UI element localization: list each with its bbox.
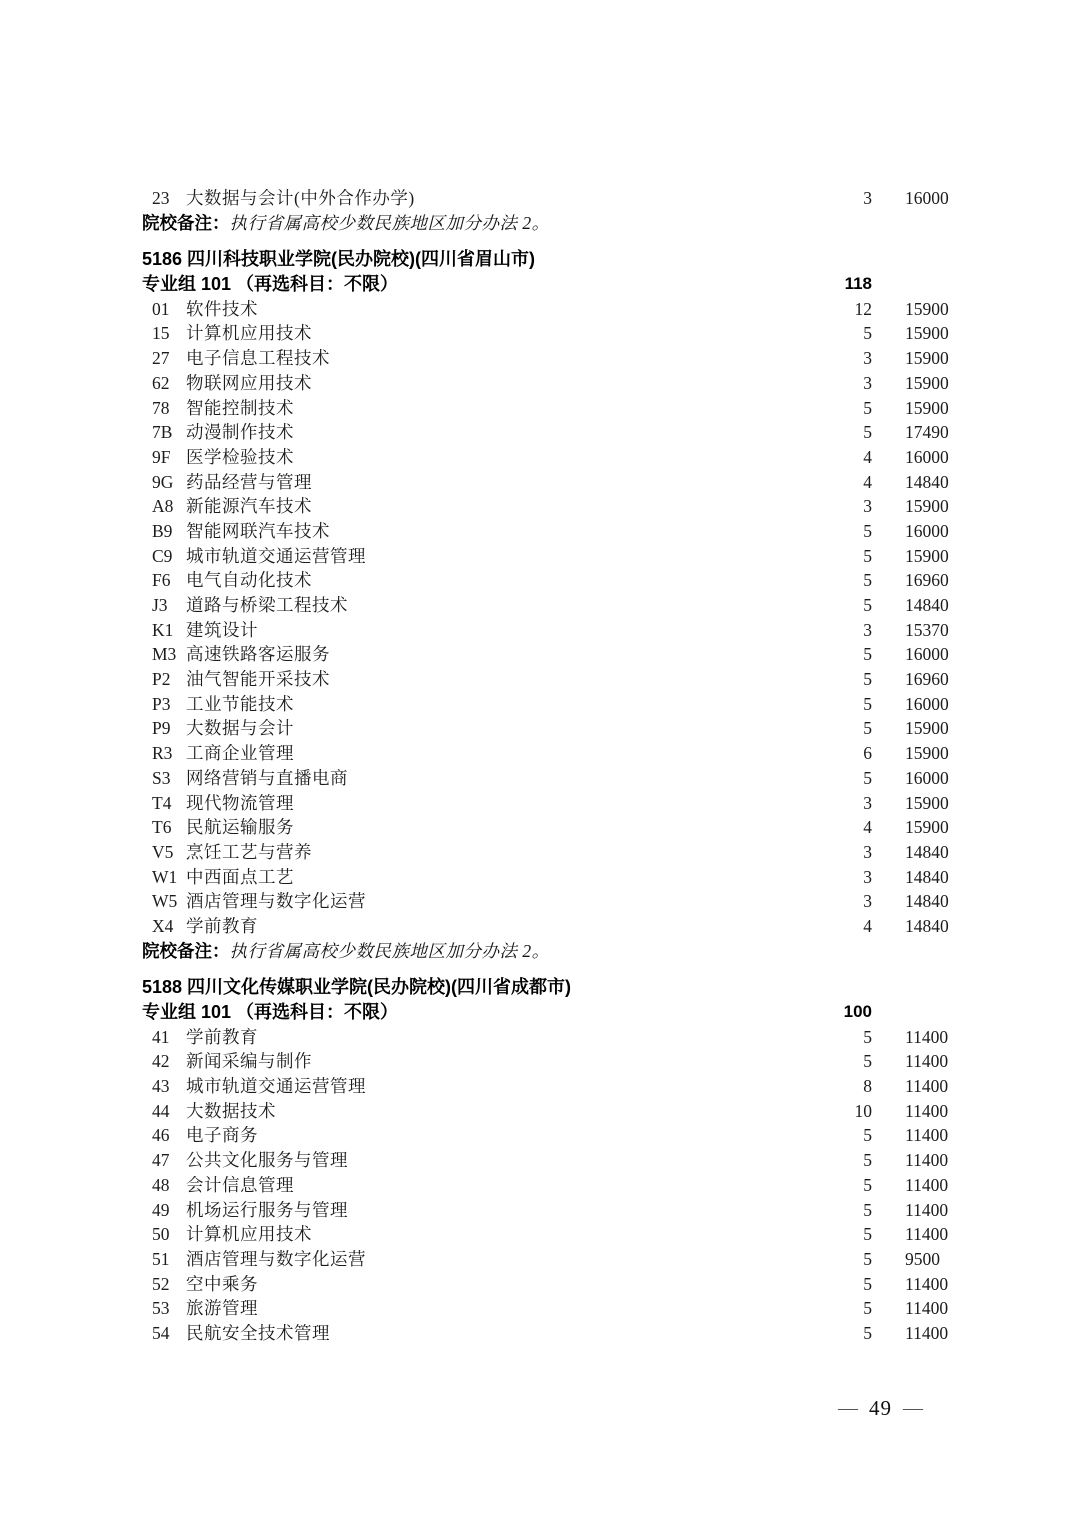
program-tuition-fee: 11400 (905, 1026, 949, 1047)
program-plan-count: 5 (863, 1125, 872, 1146)
program-name: 工业节能技术 (186, 693, 294, 714)
program-name: 计算机应用技术 (186, 1224, 312, 1245)
program-code: 44 (152, 1100, 170, 1121)
program-tuition-fee: 14840 (905, 841, 949, 862)
subject-group-label: 专业组 101 （再选科目：不限） (142, 274, 399, 295)
program-tuition-fee: 14840 (905, 891, 949, 912)
subject-group-line (0, 1000, 1080, 1025)
program-code: 15 (152, 323, 170, 344)
program-plan-count: 6 (863, 743, 872, 764)
program-name: 烹饪工艺与营养 (186, 841, 312, 862)
program-plan-count: 5 (863, 718, 872, 739)
program-plan-count: 3 (863, 348, 872, 369)
school-note (0, 939, 1080, 964)
program-plan-count: 5 (863, 693, 872, 714)
program-plan-count: 5 (863, 1026, 872, 1047)
subject-group-label: 专业组 101 （再选科目：不限） (142, 1002, 399, 1022)
school-block-5188 (0, 975, 1080, 1345)
note-label: 院校备注： (142, 940, 230, 961)
program-tuition-fee: 16000 (905, 767, 949, 788)
program-name: 新闻采编与制作 (186, 1051, 312, 1072)
program-plan-count: 3 (863, 188, 872, 208)
program-code: 23 (152, 188, 170, 208)
program-tuition-fee: 15900 (905, 496, 949, 517)
program-code: C9 (152, 545, 173, 566)
program-row (0, 1247, 1080, 1272)
program-plan-count: 4 (863, 915, 872, 936)
program-row (0, 914, 1080, 939)
program-row (0, 321, 1080, 346)
program-rows (0, 186, 1080, 211)
program-code: 50 (152, 1224, 170, 1245)
program-code: 01 (152, 298, 170, 319)
program-row (0, 519, 1080, 544)
note-text: 执行省属高校少数民族地区加分办法 2。 (229, 212, 550, 233)
program-name: 旅游管理 (186, 1298, 258, 1319)
program-code: 48 (152, 1174, 170, 1195)
program-row (0, 1123, 1080, 1148)
program-tuition-fee: 15900 (905, 718, 949, 739)
program-tuition-fee: 11400 (905, 1174, 949, 1195)
program-plan-count: 5 (863, 323, 872, 344)
program-plan-count: 5 (863, 520, 872, 541)
program-code: V5 (152, 841, 174, 862)
program-row (0, 568, 1080, 593)
program-code: 9F (152, 446, 171, 467)
program-row (0, 791, 1080, 816)
program-name: 中西面点工艺 (186, 866, 294, 887)
program-tuition-fee: 11400 (905, 1322, 949, 1343)
program-name: 电子商务 (186, 1125, 258, 1146)
program-tuition-fee: 15900 (905, 348, 949, 369)
program-name: 建筑设计 (186, 619, 258, 640)
program-name: 高速铁路客运服务 (186, 644, 330, 665)
program-tuition-fee: 11400 (905, 1100, 949, 1121)
program-code: 51 (152, 1248, 170, 1269)
program-code: W1 (152, 866, 178, 887)
program-code: J3 (152, 595, 168, 615)
program-code: 54 (152, 1322, 170, 1343)
program-tuition-fee: 15900 (905, 372, 949, 393)
program-code: W5 (152, 891, 178, 912)
program-plan-count: 3 (863, 496, 872, 517)
school-header: 5188 四川文化传媒职业学院(民办院校)(四川省成都市) (142, 977, 572, 998)
program-code: M3 (152, 644, 177, 665)
program-code: R3 (152, 743, 173, 764)
program-plan-count: 5 (863, 422, 872, 443)
program-plan-count: 5 (863, 545, 872, 566)
program-plan-count: 12 (854, 298, 872, 319)
program-tuition-fee: 15900 (905, 298, 949, 319)
program-plan-count: 3 (863, 866, 872, 887)
program-row (0, 889, 1080, 914)
program-row (0, 741, 1080, 766)
program-plan-count: 10 (854, 1100, 872, 1121)
program-plan-count: 5 (863, 767, 872, 788)
program-name: 医学检验技术 (186, 446, 294, 467)
program-name: 大数据与会计 (186, 718, 294, 739)
program-tuition-fee: 14840 (905, 915, 949, 936)
program-name: 现代物流管理 (186, 792, 294, 813)
program-name: 计算机应用技术 (186, 323, 312, 344)
page-number: 49 (869, 1396, 892, 1420)
footer-dash-left: — (838, 1397, 858, 1419)
program-row (0, 297, 1080, 322)
program-tuition-fee: 16000 (905, 520, 949, 541)
program-code: X4 (152, 915, 174, 936)
program-tuition-fee: 15900 (905, 545, 949, 566)
program-tuition-fee: 11400 (905, 1273, 949, 1294)
program-tuition-fee: 9500 (905, 1248, 940, 1269)
program-plan-count: 4 (863, 817, 872, 838)
program-name: 网络营销与直播电商 (186, 767, 348, 788)
program-tuition-fee: 11400 (905, 1125, 949, 1146)
program-name: 智能网联汽车技术 (186, 520, 330, 541)
program-code: 53 (152, 1298, 170, 1319)
program-row (0, 1321, 1080, 1346)
program-rows (0, 297, 1080, 939)
program-row (0, 840, 1080, 865)
program-tuition-fee: 11400 (905, 1076, 949, 1097)
program-plan-count: 5 (863, 1224, 872, 1245)
program-code: P2 (152, 669, 171, 690)
program-tuition-fee: 16000 (905, 693, 949, 714)
program-tuition-fee: 15900 (905, 743, 949, 764)
program-row (0, 371, 1080, 396)
program-tuition-fee: 15900 (905, 817, 949, 838)
program-plan-count: 4 (863, 446, 872, 467)
subject-group-line (0, 272, 1080, 297)
note-label: 院校备注： (142, 212, 230, 233)
program-tuition-fee: 16000 (905, 644, 949, 665)
program-row (0, 1222, 1080, 1247)
program-tuition-fee: 16000 (905, 188, 949, 208)
program-row (0, 815, 1080, 840)
program-code: P3 (152, 693, 171, 714)
program-plan-count: 3 (863, 891, 872, 912)
program-name: 城市轨道交通运营管理 (186, 545, 366, 566)
program-code: F6 (152, 570, 171, 591)
footer-dash-right: — (903, 1397, 923, 1419)
program-plan-count: 5 (863, 1199, 872, 1220)
program-row (0, 1025, 1080, 1050)
program-row (0, 1049, 1080, 1074)
program-code: S3 (152, 767, 171, 788)
program-row (0, 1148, 1080, 1173)
program-name: 酒店管理与数字化运营 (186, 1248, 366, 1269)
program-plan-count: 5 (863, 1322, 872, 1343)
program-row (0, 1198, 1080, 1223)
program-plan-count: 3 (863, 372, 872, 393)
program-plan-count: 5 (863, 1150, 872, 1171)
program-row (0, 396, 1080, 421)
program-plan-count: 5 (863, 1174, 872, 1195)
school-header: 5186 四川科技职业学院(民办院校)(四川省眉山市) (142, 249, 536, 270)
program-row (0, 494, 1080, 519)
program-name: 大数据技术 (186, 1100, 276, 1121)
school-note (0, 211, 1080, 236)
program-plan-count: 3 (863, 841, 872, 862)
program-plan-count: 5 (863, 595, 872, 615)
program-name: 城市轨道交通运营管理 (186, 1076, 366, 1097)
program-code: A8 (152, 496, 174, 517)
program-row (0, 1272, 1080, 1297)
program-name: 新能源汽车技术 (186, 496, 312, 517)
program-tuition-fee: 11400 (905, 1150, 949, 1171)
program-code: 43 (152, 1076, 170, 1097)
program-tuition-fee: 17490 (905, 422, 949, 443)
program-code: K1 (152, 619, 174, 640)
program-row (0, 865, 1080, 890)
program-plan-count: 3 (863, 792, 872, 813)
program-name: 物联网应用技术 (186, 372, 312, 393)
program-tuition-fee: 16960 (905, 669, 949, 690)
program-name: 公共文化服务与管理 (186, 1150, 348, 1171)
program-name: 药品经营与管理 (186, 471, 312, 492)
program-name: 民航运输服务 (186, 817, 294, 838)
program-code: 9G (152, 471, 174, 492)
program-row (0, 420, 1080, 445)
program-plan-count: 5 (863, 644, 872, 665)
program-code: 42 (152, 1051, 170, 1072)
program-name: 机场运行服务与管理 (186, 1199, 348, 1220)
program-row (0, 186, 1080, 211)
program-row (0, 1074, 1080, 1099)
program-plan-count: 5 (863, 397, 872, 418)
program-tuition-fee: 11400 (905, 1199, 949, 1220)
program-name: 动漫制作技术 (186, 422, 294, 443)
program-row (0, 618, 1080, 643)
program-tuition-fee: 11400 (905, 1051, 949, 1072)
program-code: 78 (152, 397, 170, 418)
program-code: B9 (152, 520, 173, 541)
program-tuition-fee: 16000 (905, 446, 949, 467)
program-plan-count: 3 (863, 619, 872, 640)
program-name: 油气智能开采技术 (186, 669, 330, 690)
program-plan-count: 5 (863, 570, 872, 591)
note-text: 执行省属高校少数民族地区加分办法 2。 (229, 940, 550, 961)
program-row (0, 1173, 1080, 1198)
program-code: 47 (152, 1150, 170, 1171)
program-name: 电气自动化技术 (186, 570, 312, 591)
program-name: 软件技术 (186, 298, 258, 319)
program-name: 学前教育 (186, 1026, 258, 1047)
program-code: 46 (152, 1125, 170, 1146)
program-row (0, 667, 1080, 692)
subject-group-total: 118 (844, 274, 872, 294)
program-code: P9 (152, 718, 171, 739)
program-code: 41 (152, 1026, 170, 1047)
program-plan-count: 5 (863, 1248, 872, 1269)
program-name: 大数据与会计(中外合作办学) (186, 188, 415, 208)
program-row (0, 470, 1080, 495)
program-tuition-fee: 15370 (905, 619, 949, 640)
program-name: 智能控制技术 (186, 397, 294, 418)
program-name: 学前教育 (186, 915, 258, 936)
program-plan-count: 4 (863, 471, 872, 492)
program-code: 62 (152, 372, 170, 393)
program-row (0, 445, 1080, 470)
subject-group-total: 100 (843, 1002, 872, 1021)
program-rows (0, 1025, 1080, 1346)
program-name: 电子信息工程技术 (186, 348, 330, 369)
program-code: 52 (152, 1273, 170, 1294)
program-row (0, 692, 1080, 717)
program-code: 7B (152, 422, 173, 443)
program-tuition-fee: 14840 (905, 866, 949, 887)
program-row (0, 593, 1080, 618)
program-plan-count: 5 (863, 669, 872, 690)
program-tuition-fee: 14840 (905, 595, 949, 615)
program-name: 民航安全技术管理 (186, 1322, 330, 1343)
program-name: 会计信息管理 (186, 1174, 294, 1195)
program-row (0, 766, 1080, 791)
program-tuition-fee: 15900 (905, 792, 949, 813)
program-name: 工商企业管理 (186, 743, 294, 764)
program-row (0, 716, 1080, 741)
program-row (0, 642, 1080, 667)
program-tuition-fee: 14840 (905, 471, 949, 492)
program-tuition-fee: 16960 (905, 570, 949, 591)
program-row (0, 1296, 1080, 1321)
program-code: 49 (152, 1199, 170, 1220)
program-code: T6 (152, 817, 172, 838)
continuation-block (0, 186, 1080, 235)
program-name: 酒店管理与数字化运营 (186, 891, 366, 912)
program-name: 道路与桥梁工程技术 (186, 595, 348, 615)
program-plan-count: 5 (863, 1298, 872, 1319)
school-block-5186 (0, 247, 1080, 963)
program-name: 空中乘务 (186, 1273, 258, 1294)
program-plan-count: 8 (863, 1076, 872, 1097)
program-plan-count: 5 (863, 1051, 872, 1072)
program-tuition-fee: 11400 (905, 1224, 949, 1245)
page-footer (838, 1396, 923, 1421)
program-code: T4 (152, 792, 172, 813)
program-tuition-fee: 11400 (905, 1298, 949, 1319)
program-row (0, 1099, 1080, 1124)
program-tuition-fee: 15900 (905, 323, 949, 344)
program-tuition-fee: 15900 (905, 397, 949, 418)
program-row (0, 346, 1080, 371)
program-row (0, 544, 1080, 569)
program-plan-count: 5 (863, 1273, 872, 1294)
program-code: 27 (152, 348, 170, 369)
